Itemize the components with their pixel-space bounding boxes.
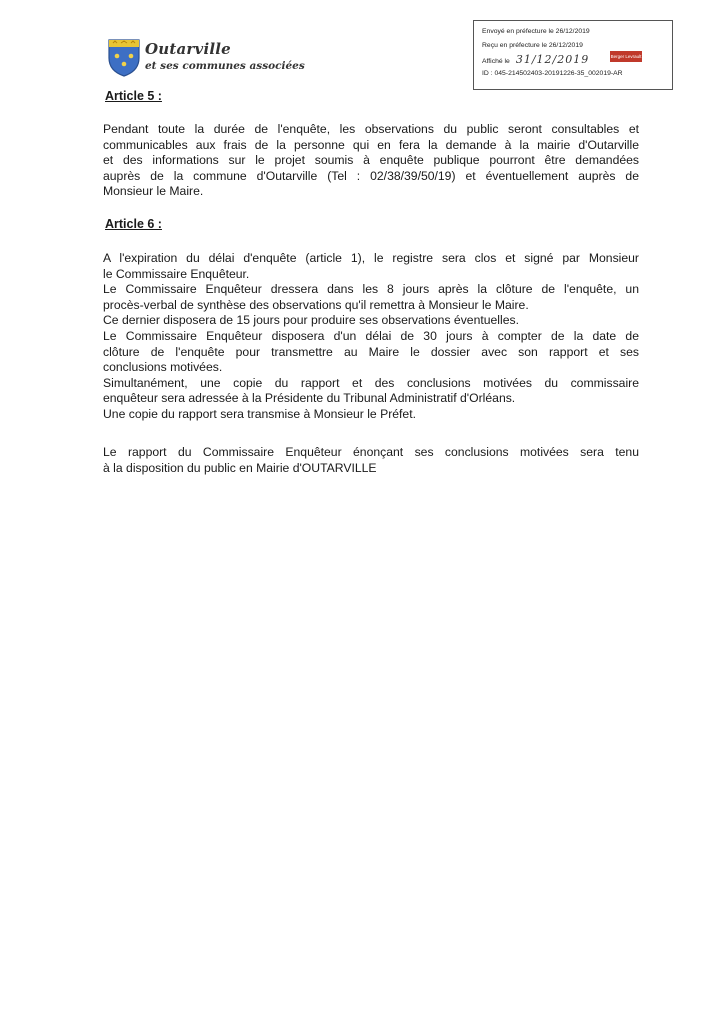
article-6-body [103, 251, 639, 423]
stamp-sent: Envoyé en préfecture le 26/12/2019 [482, 28, 590, 35]
article-6-line: Le Commissaire Enquêteur disposera d'un délai de 30 jours à compter de la date de [103, 328, 639, 343]
article-6-line: le Commissaire Enquêteur. [103, 266, 250, 281]
article-6-line: Simultanément, une copie du rapport et des conclusions motivées du commissaire [103, 375, 639, 390]
header-logo [107, 38, 307, 84]
article-6-line: Le Commissaire Enquêteur dressera dans les 8 jours après la clôture de l'enquête, un [103, 282, 639, 297]
article-5-body [103, 122, 639, 200]
logo-title: Outarville [145, 40, 231, 58]
article-6-line: A l'expiration du délai d'enquête (article 1), le registre sera clos et signé par Monsieur [103, 251, 639, 265]
coat-of-arms-icon [107, 38, 141, 78]
article-5-heading: Article 5 : [105, 89, 162, 103]
article-6-line: Une copie du rapport sera transmise à Monsieur le Préfet. [103, 406, 416, 421]
article-6-line: procès-verbal de synthèse des observations qu'il remettra à Monsieur le Maire. [103, 297, 529, 312]
logo-subtitle: et ses communes associées [145, 60, 305, 72]
stamp-posted [482, 53, 672, 67]
stamp-received: Reçu en préfecture le 26/12/2019 [482, 42, 583, 49]
article-6-heading: Article 6 : [105, 217, 162, 231]
publisher-badge: Berger Levrault [610, 51, 642, 62]
article-6-line: conclusions motivées. [103, 360, 223, 375]
article-6-line: clôture de l'enquête pour transmettre au Maire le dossier avec son rapport et ses [103, 344, 639, 359]
closing-line: Le rapport du Commissaire Enquêteur énonçant ses conclusions motivées sera tenu [103, 445, 639, 459]
closing-line: à la disposition du public en Mairie d'OUTARVILLE [103, 460, 377, 475]
article-5-line: auprès de la commune d'Outarville (Tel : 02/38/39/50/19) et éventuellement auprès de [103, 168, 639, 183]
article-6-closing [103, 445, 639, 476]
article-5-line: communicables aux frais de la personne qui en fera la demande à la mairie d'Outarville [103, 137, 639, 152]
stamp-posted-label: Affiché le [482, 58, 510, 65]
article-6-line: Ce dernier disposera de 15 jours pour produire ses observations éventuelles. [103, 313, 519, 328]
article-6-line: enquêteur sera adressée à la Présidente du Tribunal Administratif d'Orléans. [103, 391, 516, 406]
stamp-posted-date: 31/12/2019 [515, 53, 590, 66]
article-5-line: Monsieur le Maire. [103, 184, 204, 199]
stamp-id: ID : 045-214502403-20191226-35_002019-AR [482, 70, 623, 77]
prefecture-stamp [473, 20, 673, 90]
article-5-line: Pendant toute la durée de l'enquête, les observations du public seront consultables et [103, 122, 639, 136]
article-5-line: et des informations sur le projet soumis à enquête publique pourront être demandées [103, 153, 639, 168]
